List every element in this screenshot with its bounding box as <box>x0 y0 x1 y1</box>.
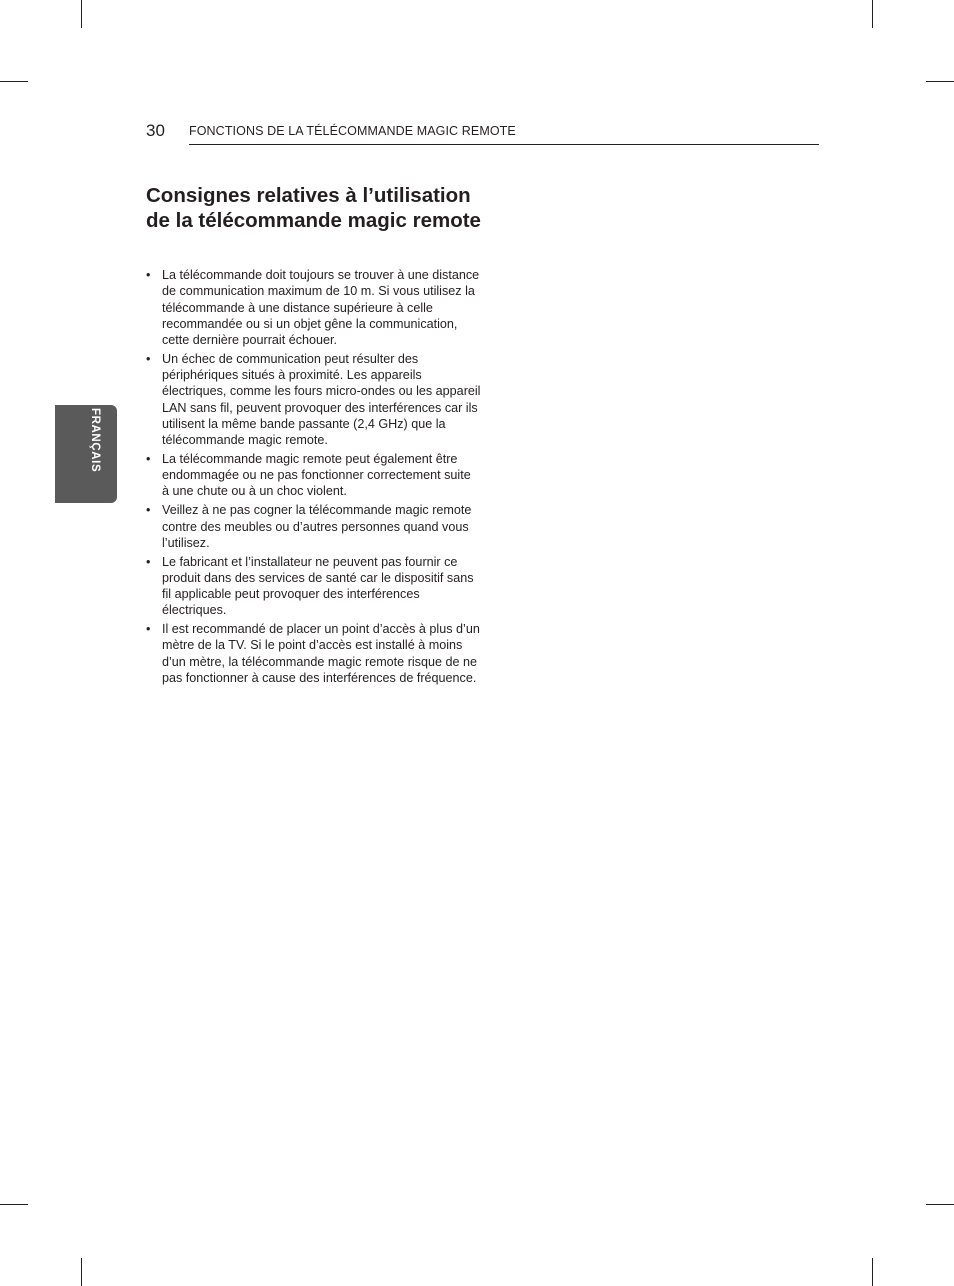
list-item <box>146 621 481 686</box>
language-tab-label: FRANÇAIS <box>89 408 101 473</box>
crop-mark-left-bottom <box>0 1204 28 1205</box>
page-title: Consignes relatives à l’utilisation de la télécommande magic remote <box>146 184 481 233</box>
crop-mark-right-top <box>926 81 954 82</box>
crop-mark-bottom-right <box>872 1258 873 1286</box>
page-header <box>146 121 819 145</box>
crop-mark-left-top <box>0 81 28 82</box>
list-item <box>146 267 481 348</box>
crop-mark-top-left <box>81 0 82 28</box>
header-divider <box>189 144 819 145</box>
bullet-icon: • <box>146 268 151 282</box>
list-item-text: Le fabricant et l’installateur ne peuvent pas fournir ce produit dans des services de santé car le dispositif sans fil applicable peut provoquer des interférences électriques. <box>162 554 474 618</box>
bullet-icon: • <box>146 503 151 518</box>
usage-guidelines-list <box>146 267 481 689</box>
page-number: 30 <box>146 121 165 140</box>
list-item-text: La télécommande doit toujours se trouver à une distance de communication maximum de 10 m. Si vous utilisez la télécommande à une distance supérieure à celle recommandée ou si un objet gêne la communication, cette dernière pourrait échouer. <box>162 268 480 347</box>
list-item-text: Un échec de communication peut résulter des périphériques situés à proximité. Les appareils électriques, comme les fours micro-ondes ou les appareil LAN sans fil, peuvent provoquer des interférences car ils utilisent la même bande passante (2,4 GHz) que la télécommande magic remote. <box>162 351 481 448</box>
bullet-icon: • <box>146 554 151 569</box>
list-item <box>146 451 481 500</box>
list-item <box>146 502 481 551</box>
crop-mark-right-bottom <box>926 1204 954 1205</box>
crop-mark-top-right <box>872 0 873 28</box>
bullet-icon: • <box>146 351 151 366</box>
section-title: FONCTIONS DE LA TÉLÉCOMMANDE MAGIC REMOTE <box>189 124 516 138</box>
list-item-text: La télécommande magic remote peut également être endommagée ou ne pas fonctionner correctement suite à une chute ou à un choc violent. <box>162 451 471 499</box>
list-item <box>146 351 481 449</box>
list-item <box>146 554 481 619</box>
crop-mark-bottom-left <box>81 1258 82 1286</box>
list-item-text: Il est recommandé de placer un point d’accès à plus d’un mètre de la TV. Si le point d’accès est installé à moins d’un mètre, la télécommande magic remote risque de ne pas fonctionner à cause des interférences de fréquence. <box>162 622 480 685</box>
bullet-icon: • <box>146 451 151 466</box>
bullet-icon: • <box>146 622 151 637</box>
list-item-text: Veillez à ne pas cogner la télécommande magic remote contre des meubles ou d’autres personnes quand vous l’utilisez. <box>162 503 472 550</box>
